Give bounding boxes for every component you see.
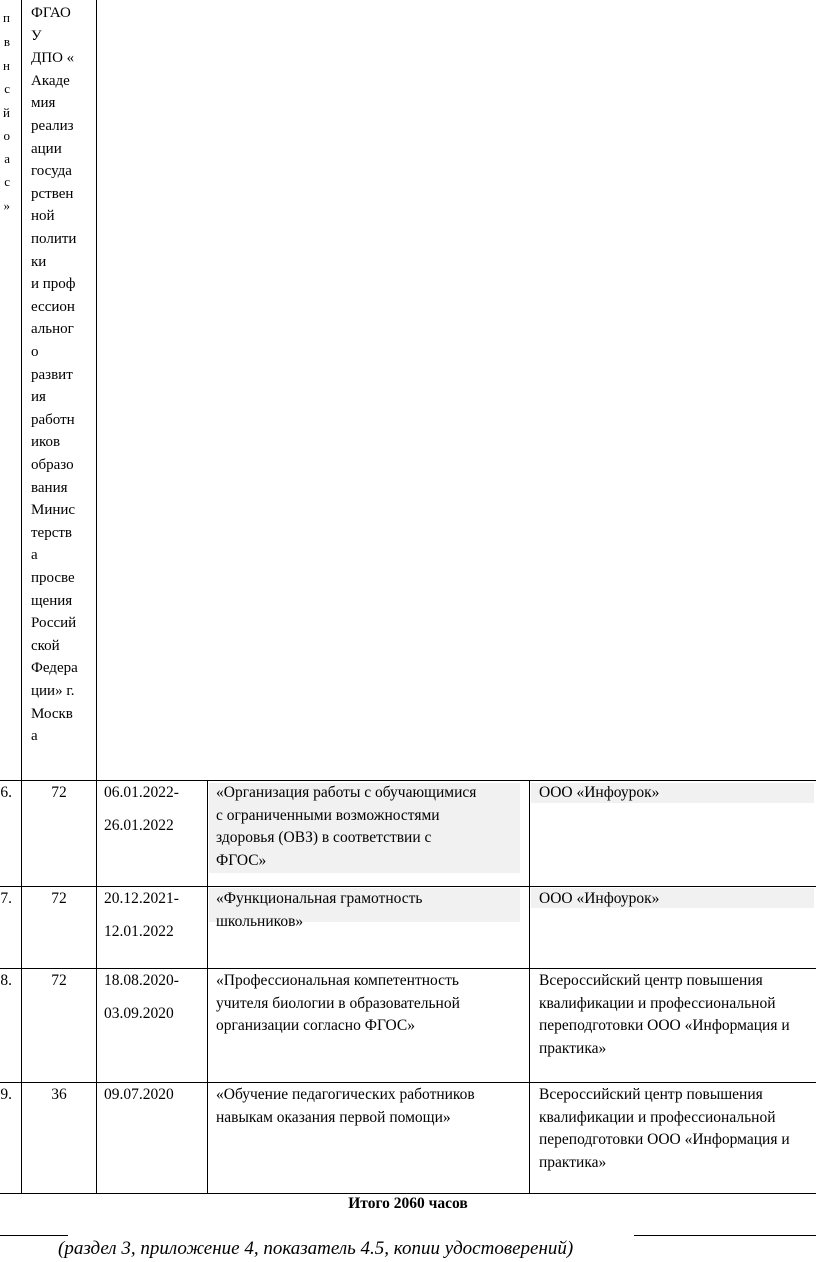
row-number: 6. [0, 784, 12, 801]
row-course-line: ФГОС» [216, 851, 267, 869]
org-column-line: ской [31, 637, 60, 654]
org-column-line: ции» г. [31, 683, 75, 699]
org-column-line: полити [31, 231, 77, 247]
row-course-line: школьников» [216, 912, 304, 930]
org-column-line: альног [31, 321, 74, 338]
org-column-line: реализ [31, 118, 74, 134]
fragment-letter: с [4, 174, 10, 189]
org-column-line: Минис [31, 502, 76, 519]
org-column-line: иков [31, 434, 61, 451]
top-left-border [21, 0, 22, 780]
org-column-line: развит [31, 366, 73, 383]
footnote-underline-right [634, 1235, 816, 1236]
row-hours: 36 [51, 1086, 67, 1103]
total-hours: Итого 2060 часов [348, 1195, 468, 1212]
row-org-line: переподготовки ООО «Информация и [539, 1017, 790, 1034]
org-column-line: мия [31, 95, 56, 112]
org-column-line: ДПО « [31, 50, 75, 67]
row-number: 7. [0, 890, 12, 907]
row-date: 20.12.2021- [104, 890, 179, 907]
top-left-fragment-column [0, 0, 12, 220]
org-column-line: о [31, 344, 39, 360]
org-column-line: Акаде [31, 72, 70, 89]
table-column-border [96, 780, 97, 1193]
row-org-line: ООО «Инфоурок» [539, 784, 660, 801]
row-course-line: организации согласно ФГОС» [216, 1017, 415, 1034]
fragment-letter: а [4, 151, 10, 166]
org-column-line: а [31, 728, 38, 745]
org-column-line: просве [31, 570, 75, 586]
table-row-top-border [0, 1082, 816, 1083]
row-org-line: переподготовки ООО «Информация и [539, 1131, 790, 1148]
row-org-line: практика» [539, 1153, 607, 1171]
fragment-letter: п [3, 10, 10, 25]
row-date: 12.01.2022 [104, 923, 174, 940]
table-column-border [207, 780, 208, 1193]
org-column-line: работн [31, 411, 75, 428]
org-column-line: ФГАО [31, 5, 71, 21]
row-date: 26.01.2022 [104, 817, 174, 834]
fragment-letter: с [4, 81, 10, 96]
row-course-line: «Обучение педагогических работников [216, 1086, 475, 1103]
org-column-line: ной [31, 208, 55, 225]
table-bottom-border [0, 1193, 816, 1194]
org-column-line: ия [31, 389, 46, 406]
fragment-letter: в [3, 34, 10, 49]
table-row-top-border [0, 968, 816, 969]
top-org-right-border [96, 0, 97, 780]
row-date: 18.08.2020- [104, 972, 179, 989]
row-org-line: ООО «Инфоурок» [539, 890, 660, 907]
org-column-line: Россий [31, 615, 77, 632]
row-date: 09.07.2020 [104, 1086, 174, 1103]
row-hours: 72 [51, 972, 67, 989]
row-org-line: Всероссийский центр повышения [539, 972, 763, 989]
org-column-line: ессион [31, 298, 75, 315]
row-org-line: квалификации и профессиональной [539, 994, 776, 1012]
row-hours: 72 [51, 890, 67, 907]
table-row-top-border [0, 886, 816, 887]
org-column-line: вания [31, 479, 68, 496]
row-hours: 72 [51, 784, 67, 801]
row-org-line: Всероссийский центр повышения [539, 1086, 763, 1103]
org-column-line: ации [31, 140, 62, 157]
row-org-line: квалификации и профессиональной [539, 1108, 776, 1126]
fragment-letter: й [3, 105, 10, 120]
fragment-letter: н [3, 58, 10, 73]
row-date: 03.09.2020 [104, 1005, 174, 1022]
table-row-top-border [0, 780, 816, 781]
org-column-line: образо [31, 457, 74, 473]
org-column-line: терств [31, 524, 73, 541]
row-number: 9. [0, 1086, 12, 1103]
row-course-line: «Функциональная грамотность [216, 890, 423, 907]
table-column-border [529, 780, 530, 1193]
row-course-line: здоровья (ОВЗ) в соответствии с [216, 829, 432, 846]
org-column-line: Москв [31, 705, 73, 722]
caption: (раздел 3, приложение 4, показатель 4.5, копии удостоверений) [58, 1238, 574, 1259]
footnote-underline-left [0, 1235, 68, 1236]
fragment-letter: о [3, 128, 10, 143]
org-column-line: Федера [31, 660, 78, 677]
fragment-letter: » [3, 198, 10, 213]
org-column-line: ки [31, 253, 47, 270]
org-column-line: и проф [31, 276, 76, 293]
org-column-line: а [31, 547, 38, 564]
org-column-line: щения [31, 592, 73, 609]
row-course-line: «Организация работы с обучающимися [216, 784, 477, 801]
row-date: 06.01.2022- [104, 784, 179, 801]
row-course-line: навыкам оказания первой помощи» [216, 1108, 451, 1126]
org-column-line: У [31, 27, 42, 44]
org-column-line: госуда [31, 163, 72, 180]
row-org-line: практика» [539, 1039, 607, 1057]
row-course-line: «Профессиональная компетентность [216, 972, 459, 989]
row-course-line: учителя биологии в образовательной [216, 994, 460, 1012]
row-number: 8. [0, 972, 12, 989]
row-course-line: с ограниченными возможностями [216, 806, 440, 824]
org-column-line: рствен [31, 185, 74, 202]
